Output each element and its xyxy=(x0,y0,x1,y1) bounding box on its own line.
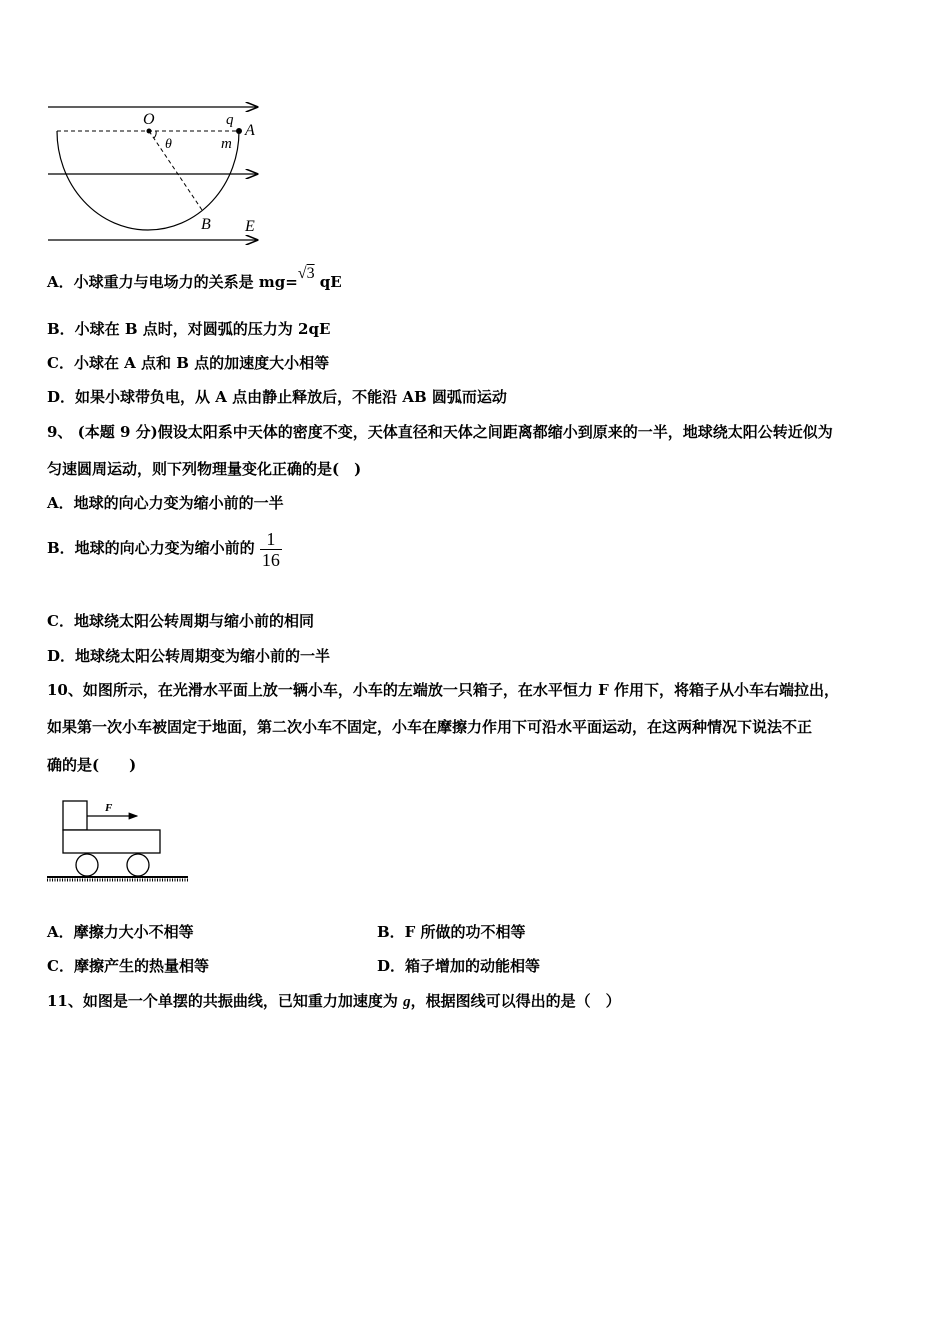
q8-option-a-prefix: A．小球重力与电场力的关系是 mg= xyxy=(47,273,298,291)
theta-arc xyxy=(154,131,156,138)
q9-option-b xyxy=(47,528,282,570)
point-o xyxy=(147,129,152,134)
label-e: E xyxy=(245,218,255,235)
q9-option-c: C．地球绕太阳公转周期与缩小前的相同 xyxy=(47,612,314,630)
q10-stem-line2: 如果第一次小车被固定于地面，第二次小车不固定，小车在摩擦力作用下可沿水平面运动，在这两种情况下说法不正 xyxy=(47,718,813,736)
q8-option-c: C．小球在 A 点和 B 点的加速度大小相等 xyxy=(47,354,330,372)
label-o: O xyxy=(143,111,155,128)
q10-option-d: D．箱子增加的动能相等 xyxy=(377,957,541,975)
q9-option-b-text: B．地球的向心力变为缩小前的 xyxy=(47,539,255,557)
q8-option-a xyxy=(47,265,342,293)
sqrt-three: √3 xyxy=(297,265,315,282)
radius-ob-dashed xyxy=(149,131,202,210)
q9-stem-line1: 9、 (本题 9 分)假设太阳系中天体的密度不变，天体直径和天体之间距离都缩小到原来的一半，地球绕太阳公转近似为 xyxy=(47,423,833,441)
q11-g: g xyxy=(403,994,411,1010)
figure-cart-box xyxy=(45,796,190,886)
q11-stem xyxy=(47,991,621,1012)
label-theta: θ xyxy=(165,137,172,152)
q8-option-d: D．如果小球带负电，从 A 点由静止释放后，不能沿 AB 圆弧而运动 xyxy=(47,388,507,406)
semicircle-arc xyxy=(57,131,239,230)
q10-stem-line3: 确的是( ) xyxy=(47,756,137,774)
label-f: F xyxy=(105,802,113,814)
q8-option-a-suffix: qE xyxy=(314,273,342,291)
q8-option-b: B．小球在 B 点时，对圆弧的压力为 2qE xyxy=(47,320,331,338)
cart-body xyxy=(63,830,160,853)
label-b: B xyxy=(201,216,211,233)
label-a: A xyxy=(245,122,255,139)
fraction-one-sixteenth: $\frac{1}{16}$ xyxy=(261,528,280,570)
q10-option-c: C．摩擦产生的热量相等 xyxy=(47,957,209,975)
q9-option-a: A．地球的向心力变为缩小前的一半 xyxy=(47,494,284,512)
point-a xyxy=(236,128,242,134)
q10-option-a: A．摩擦力大小不相等 xyxy=(47,923,194,941)
q9-stem-line2: 匀速圆周运动，则下列物理量变化正确的是( ) xyxy=(47,460,362,478)
figure-semicircle-field xyxy=(45,98,270,248)
label-q: q xyxy=(226,112,234,128)
box xyxy=(63,801,87,830)
label-m: m xyxy=(221,136,232,152)
cart-wheel-right xyxy=(127,854,149,876)
q9-option-d: D．地球绕太阳公转周期变为缩小前的一半 xyxy=(47,647,331,665)
cart-wheel-left xyxy=(76,854,98,876)
q10-stem-line1: 10、如图所示，在光滑水平面上放一辆小车，小车的左端放一只箱子，在水平恒力 F 作用下，将箱子从小车右端拉出， xyxy=(47,681,839,699)
q11-stem-prefix: 11、如图是一个单摆的共振曲线，已知重力加速度为 xyxy=(47,992,404,1010)
q11-stem-suffix: ，根据图线可以得出的是（ ） xyxy=(410,992,621,1010)
q10-option-b: B．F 所做的功不相等 xyxy=(377,923,526,941)
